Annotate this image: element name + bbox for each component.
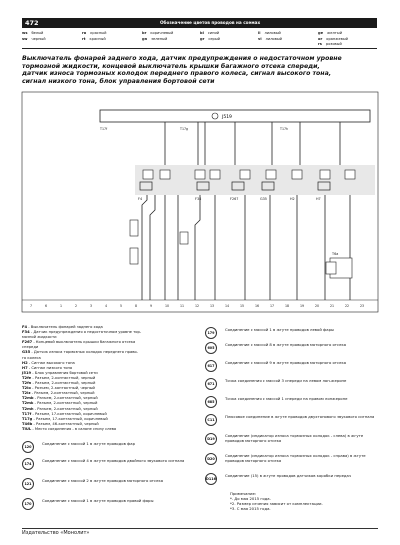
component-item: T2fn - Разъем, 2-контактный, черный	[22, 381, 96, 386]
component-item: T17f - Разъем, 17-контактный, коричневый	[22, 411, 107, 416]
pin-number: 8	[135, 304, 138, 308]
pin-number: 14	[225, 304, 230, 308]
notes-block	[230, 491, 380, 511]
connection-callout	[205, 473, 380, 487]
publisher-footer: Издательство «Монолит»	[22, 530, 90, 536]
component-item: H7 - Сигнал низкого тона	[22, 365, 73, 370]
connection-text: Точка соединения с массой 1 спереди на правом лонжероне	[225, 396, 348, 401]
component-item: TIUL - Место соединения - в салоне снизу слева	[22, 426, 117, 431]
control-unit-symbol	[212, 113, 218, 119]
component-item: T2mh - Разъем, 2-контактный, черный	[22, 406, 98, 411]
connection-callout	[205, 378, 380, 392]
connection-text: Соединение с массой 2 в жгуте проводов моторного отсека	[42, 478, 164, 483]
note-item: *. До мая 2015 года.	[230, 496, 271, 502]
title-line: тормозной жидкости, концевой выключатель крышки багажного отсека спереди,	[22, 62, 320, 70]
header-title: Обозначение цветов проводов на схемах	[160, 20, 261, 25]
connection-id-badge: 617	[205, 360, 217, 372]
component-item: T46b - Разъем, 46-контактный, черный	[22, 421, 99, 426]
component-label: H2	[290, 197, 295, 201]
page-number: 472	[25, 19, 39, 27]
component-item: T2lz - Разъем, 2-контактный, черный	[22, 391, 95, 396]
pin-number: 1	[60, 304, 63, 308]
pin-number: 3	[90, 304, 93, 308]
pin-number: 13	[210, 304, 215, 308]
component-item: спереди	[22, 345, 39, 350]
connection-text: Точка соединения с массой 3 спереди на левом лон-жероне	[225, 378, 347, 383]
component-item: F34 - Датчик предупреждения о недостаточном уровне тор-	[22, 330, 142, 335]
legend-entry: gr серый	[200, 37, 221, 41]
upper-buses	[165, 122, 340, 168]
connection-id-badge: 174	[22, 458, 34, 470]
title-line: сигнал низкого тона, блок управления бортовой сети	[22, 77, 215, 85]
connection-id-badge: D116	[205, 473, 217, 485]
pin-number: 9	[150, 304, 153, 308]
connection-id-badge: 685	[205, 396, 217, 408]
connector-label: T17g	[180, 127, 189, 131]
title-line: датчик износа тормозных колодок переднего правого колеса, сигнал высокого тона,	[22, 70, 332, 78]
connection-id-badge: 120	[22, 441, 34, 453]
connection-text: Плюсовое соединение в жгуте проводов двухтонового звукового сигнала	[225, 414, 375, 419]
legend-entry: sw черный	[22, 37, 46, 41]
connection-id-badge: D19	[205, 433, 217, 445]
control-unit-box	[100, 110, 370, 122]
connection-callout	[205, 327, 380, 339]
connector-label: T17f	[100, 127, 108, 131]
pin-number: 22	[345, 304, 350, 308]
component-item: T2lo - Разъем, 2-контактный, черный	[22, 386, 95, 391]
pin-number: 5	[120, 304, 123, 308]
connection-text: Соединение с массой 8 в жгуте проводов моторного отсека	[225, 342, 347, 347]
connection-id-badge: C11	[205, 414, 217, 426]
component-item: мозной жидкости	[22, 335, 57, 340]
component-item: T2mk - Разъем, 2-контактный, черный	[22, 401, 98, 406]
pin-number: 23	[360, 304, 365, 308]
pin-number: 12	[195, 304, 200, 308]
ground-symbols	[130, 220, 352, 278]
lower-wires	[142, 195, 350, 300]
pin-number: 16	[255, 304, 260, 308]
legend-entry: ws белый	[22, 31, 44, 35]
component-item: T17g - Разъем, 17-контактный, коричневый	[22, 416, 108, 421]
connection-callout	[22, 441, 192, 453]
pin-number: 20	[315, 304, 320, 308]
component-label: F267	[230, 197, 239, 201]
component-item: T2mb - Разъем, 2-контактный, черный	[22, 396, 98, 401]
connection-id-badge: 605	[205, 342, 217, 354]
connection-text: Соединение с массой 9 в жгуте проводов моторного отсека	[225, 360, 347, 365]
component-item: F4 - Выключатель фонарей заднего хода	[22, 325, 103, 329]
connection-text: Соединение (индикатор износа тормозных колодок - слева) в жгуте проводов моторного отсека	[225, 433, 364, 444]
connection-callout	[22, 458, 192, 472]
component-labels	[138, 197, 338, 256]
legend-entry: ro красный	[82, 31, 107, 35]
connection-text: Соединение с массой 1 в жгуте проводов правой фары	[42, 498, 154, 503]
connection-text: Соединение (индикатор износа тормозных колодок - справа) в жгуте проводов моторного отсека	[225, 453, 366, 464]
connection-id-badge: 671	[205, 378, 217, 390]
pin-numbers	[30, 304, 364, 308]
mid-band	[135, 165, 375, 195]
pin-number: 17	[270, 304, 275, 308]
connection-callout	[205, 342, 380, 356]
footer-divider	[22, 528, 378, 529]
legend-entry: vi лиловый	[258, 37, 282, 41]
connection-callout	[205, 414, 380, 428]
connection-text: Соединение с массой 1 в жгуте проводов левой фары	[225, 327, 335, 332]
legend-entry: li лиловый	[258, 31, 281, 35]
control-unit-label: J519	[222, 115, 232, 120]
note-item: *3. С мая 2015 года.	[230, 506, 271, 512]
connection-callout	[22, 478, 192, 492]
pin-number: 6	[45, 304, 48, 308]
component-item: G35 - Датчик износа тормозных колодок переднего право-	[22, 350, 138, 355]
connection-id-badge: 121	[22, 478, 34, 490]
title-line: Выключатель фонарей заднего хода, датчик предупреждения о недостаточном уровне	[22, 55, 342, 62]
pin-number: 19	[300, 304, 305, 308]
notes-label: Примечание:	[230, 491, 257, 496]
connection-text: Соединение с массой 4 в жгуте проводов двойного звукового сигнала	[42, 458, 185, 463]
component-label: G35	[260, 197, 267, 201]
component-label: F4	[138, 197, 143, 201]
pin-number: 10	[165, 304, 170, 308]
legend-entry: br коричневый	[142, 31, 174, 35]
component-label: F34	[195, 197, 202, 201]
connection-id-badge: 170	[22, 498, 34, 510]
component-item: го колеса	[22, 355, 41, 360]
connection-id-badge: D20	[205, 453, 217, 465]
connection-callout	[205, 453, 380, 467]
connection-callout	[205, 433, 380, 447]
pin-number: 15	[240, 304, 245, 308]
pin-number: 4	[105, 304, 108, 308]
component-item: J519 - Блок управления бортовой сети	[22, 370, 98, 375]
connector-labels	[99, 127, 288, 131]
legend-entry: rt красный	[82, 37, 106, 41]
note-item: *2. Размер сечения зависит от комплектации.	[230, 501, 323, 507]
pin-number: 21	[330, 304, 335, 308]
connection-text: Соединение с массой 1 в жгуте проводов фар	[42, 441, 136, 446]
tiul-connector	[326, 262, 336, 274]
legend-entry: or оранжевый	[318, 37, 349, 41]
legend-entry: rs розовый	[318, 42, 342, 46]
component-list	[22, 325, 192, 432]
component-item: T2fe - Разъем, 2-контактный, черный	[22, 375, 96, 380]
component-item: F267 - Концевой выключатель крышки багажного отсека	[22, 340, 136, 345]
connection-callout	[205, 396, 380, 410]
component-item: H2 - Сигнал высокого тона	[22, 360, 75, 365]
legend-entry: bl синий	[200, 31, 220, 35]
component-label: T6a	[332, 252, 339, 256]
connection-callout	[205, 360, 380, 374]
connection-text: Соединение (15) в жгуте проводов датчиков коробки передач	[225, 473, 352, 478]
connector-label: T17h	[280, 127, 289, 131]
legend-entry: ge желтый	[318, 31, 343, 35]
connection-callout	[22, 498, 192, 510]
component-label: H7	[316, 197, 321, 201]
pin-number: 2	[75, 304, 78, 308]
connection-id-badge: 179	[205, 327, 217, 339]
pin-number: 11	[180, 304, 185, 308]
pin-number: 7	[30, 304, 33, 308]
pin-number: 18	[285, 304, 290, 308]
legend-entry: gn зеленый	[142, 37, 168, 41]
